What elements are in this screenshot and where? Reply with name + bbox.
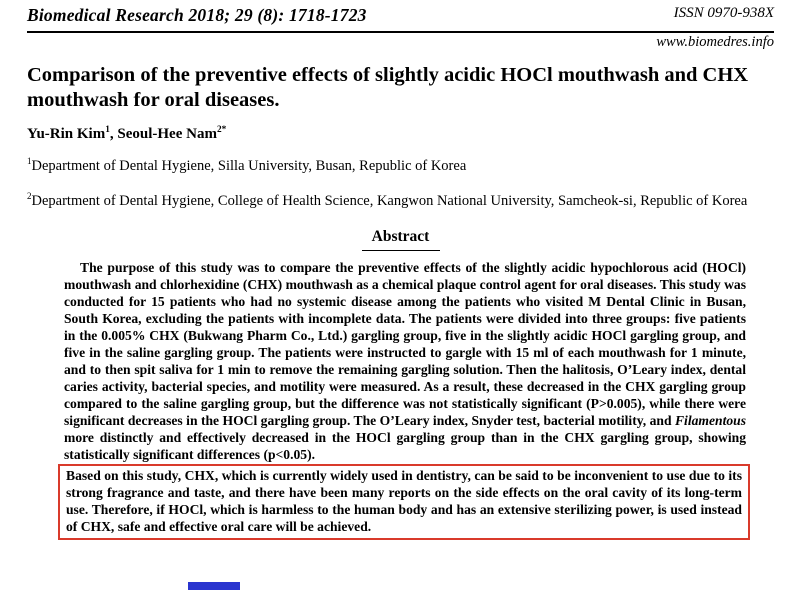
abstract-heading-rule [362, 250, 440, 251]
highlighted-conclusion-box [58, 464, 750, 540]
article-title: Comparison of the preventive effects of slightly acidic HOCl mouthwash and CHX mouthwash for oral diseases. [27, 64, 749, 111]
abstract-text-part1: The purpose of this study was to compare the preventive effects of the slightly acidic hypochlorous acid (HOCl) mouthwash and chlorhexidine (CHX) mouthwash as a chemical plaque control agent for oral diseases. This study was conducted for 15 patients who had no systemic disease among the patients who visited M Dental Clinic in Busan, South Korea, excluding the patients with incomplete data. The patients were divided into three groups: five patients in the 0.005% CHX (Bukwang Pharm Co., Ltd.) gargling group, five in the slightly acidic HOCl gargling group, and five in the saline gargling group. The patients were instructed to gargle with 15 ml of each mouthwash for 1 minute, and to then spit saliva for 1 min to remove the remaining gargling solution. Then the halitosis, O’Leary index, dental caries activity, bacterial species, and motility were measured. As a result, these decreased in the CHX gargling group compared to the saline gargling group, but the difference was not statistically significant (P>0.005), while there were significant decreases in the HOCl gargling group. The O’Leary index, Snyder test, bacterial motility, and [64, 259, 746, 428]
abstract-text-part2: more distinctly and effectively decreased in the HOCl gargling group than in the CHX gargling group, showing statistically significant differences (p<0.05). [64, 429, 746, 462]
author-superscript: 1 [105, 125, 110, 135]
affiliation-text: Department of Dental Hygiene, College of Health Science, Kangwon National University, Samcheok-si, Republic of Korea [31, 192, 748, 209]
abstract-italic-term: Filamentous [674, 412, 746, 428]
affiliation-text: Department of Dental Hygiene, Silla University, Busan, Republic of Korea [31, 158, 467, 174]
partial-bottom-highlight-bar [188, 582, 240, 590]
author-superscript: 2* [216, 125, 227, 135]
journal-website: www.biomedres.info [656, 34, 774, 50]
author-name: Yu-Rin Kim [27, 126, 106, 142]
affiliation-2 [27, 191, 774, 213]
issn-label: ISSN 0970-938X [673, 5, 774, 21]
affiliation-superscript: 2 [27, 190, 32, 201]
abstract-heading: Abstract [371, 227, 430, 245]
author-separator: , [109, 126, 118, 142]
affiliation-superscript: 1 [27, 156, 32, 167]
authors-line [27, 126, 774, 143]
affiliation-1 [27, 156, 774, 178]
abstract-paragraph [64, 259, 746, 463]
masthead-row [27, 5, 774, 26]
header-rule [27, 31, 774, 33]
abstract-section [64, 259, 746, 463]
journal-masthead [27, 5, 774, 51]
author-name: Seoul-Hee Nam [117, 126, 217, 142]
highlighted-conclusion-text: Based on this study, CHX, which is currently widely used in dentistry, can be said to be inconvenient to use due to its strong fragrance and taste, and there have been many reports on the side effects on the oral cavity of its long-term use. Therefore, if HOCl, which is harmless to the human body and has an extensive sterilizing power, is used instead of CHX, safe and effective oral care will be achieved. [66, 467, 742, 534]
journal-citation: Biomedical Research 2018; 29 (8): 1718-1723 [27, 5, 367, 25]
